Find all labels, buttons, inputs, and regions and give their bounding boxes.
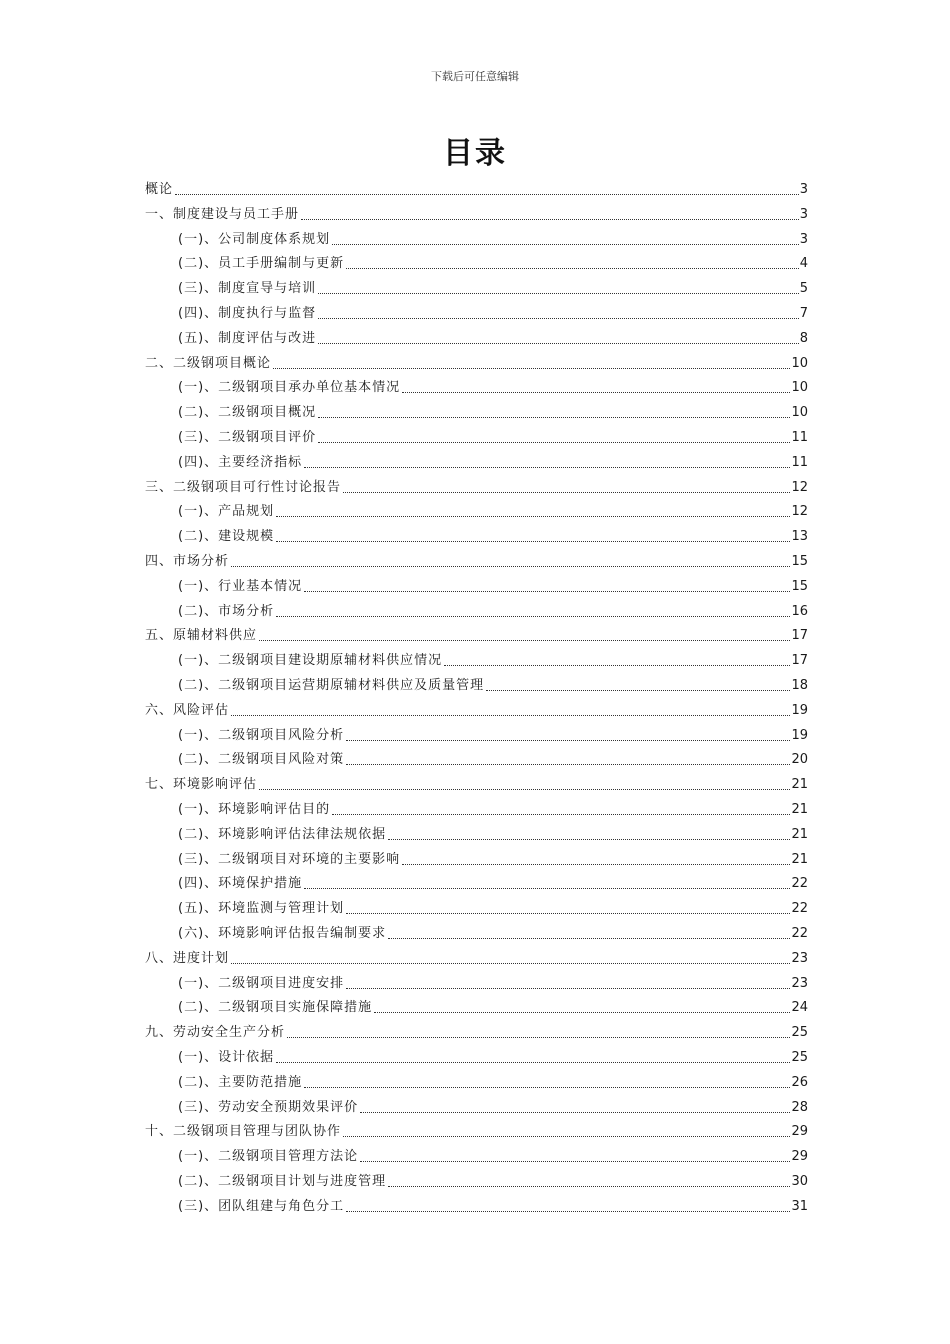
toc-entry-leader [276, 541, 790, 542]
toc-entry-title: (二)、环境影响评估法律法规依据 [178, 826, 387, 842]
toc-entry-title: (二)、二级钢项目运营期原辅材料供应及质量管理 [178, 678, 485, 693]
toc-entry[interactable] [178, 298, 808, 322]
toc-entry-page: 12 [791, 479, 808, 495]
toc-entry-leader [374, 1012, 790, 1013]
toc-entry-title: 二、二级钢项目概论 [145, 355, 272, 371]
toc-entry[interactable] [178, 571, 808, 595]
toc-entry-page: 3 [799, 206, 808, 222]
toc-entry-page: 11 [791, 454, 808, 470]
toc-entry-leader [402, 392, 790, 393]
toc-entry-page: 13 [791, 529, 808, 545]
toc-entry-page: 3 [799, 231, 808, 247]
header-note: 下载后可任意编辑 [431, 70, 519, 83]
toc-entry-title: (五)、环境监测与管理计划 [178, 901, 345, 917]
toc-entry-title: (一)、二级钢项目风险分析 [178, 727, 345, 743]
toc-entry[interactable] [178, 645, 808, 669]
toc-entry-leader [231, 963, 790, 964]
toc-entry-leader [346, 268, 799, 269]
toc-entry-title: 八、进度计划 [145, 950, 230, 966]
toc-entry-leader [259, 789, 790, 790]
toc-entry[interactable] [145, 1017, 808, 1041]
toc-entry-leader [304, 591, 790, 592]
toc-entry-page: 21 [791, 826, 808, 842]
toc-entry-title: (三)、团队组建与角色分工 [178, 1198, 345, 1214]
toc-entry[interactable] [178, 1092, 808, 1116]
toc-entry[interactable] [178, 1141, 808, 1165]
toc-entry[interactable] [178, 273, 808, 297]
toc-entry-page: 23 [791, 950, 808, 966]
toc-entry-title: (四)、主要经济指标 [178, 454, 303, 470]
toc-entry-page: 17 [791, 653, 808, 669]
toc-entry-leader [304, 467, 790, 468]
toc-entry-page: 25 [791, 1025, 808, 1041]
toc-entry-title: (二)、二级钢项目实施保障措施 [178, 1000, 373, 1016]
toc-entry-title: (一)、二级钢项目管理方法论 [178, 1149, 359, 1165]
toc-entry-leader [444, 665, 790, 666]
toc-entry-leader [486, 690, 790, 691]
toc-entry[interactable] [178, 968, 808, 992]
toc-entry[interactable] [178, 794, 808, 818]
toc-entry-leader [343, 492, 790, 493]
toc-entry[interactable] [178, 1042, 808, 1066]
toc-entry-leader [346, 913, 790, 914]
toc-entry[interactable] [178, 918, 808, 942]
toc-entry[interactable] [145, 769, 808, 793]
toc-entry[interactable] [178, 720, 808, 744]
toc-entry-title: 七、环境影响评估 [145, 777, 258, 793]
toc-entry-page: 29 [791, 1124, 808, 1140]
toc-entry-page: 24 [791, 1000, 808, 1016]
toc-entry-title: 九、劳动安全生产分析 [145, 1025, 286, 1041]
toc-entry-title: (三)、劳动安全预期效果评价 [178, 1099, 359, 1115]
toc-entry[interactable] [178, 1067, 808, 1091]
toc-entry-leader [360, 1112, 790, 1113]
toc-entry-page: 20 [791, 752, 808, 768]
toc-entry-page: 21 [791, 851, 808, 867]
toc-entry[interactable] [178, 248, 808, 272]
toc-entry-page: 11 [791, 430, 808, 445]
toc-entry[interactable] [178, 868, 808, 892]
toc-entry[interactable] [178, 422, 808, 446]
toc-entry-leader [318, 293, 799, 294]
toc-entry-title: (一)、设计依据 [178, 1050, 275, 1065]
toc-entry[interactable] [178, 496, 808, 520]
toc-entry-title: (二)、二级钢项目概况 [178, 405, 317, 421]
toc-entry-title: (一)、二级钢项目进度安排 [178, 975, 345, 991]
toc-entry-leader [343, 1136, 790, 1137]
toc-entry-page: 17 [791, 628, 808, 644]
toc-entry[interactable] [178, 447, 808, 471]
toc-entry-leader [346, 740, 790, 741]
toc-title: 目录 [443, 136, 507, 171]
toc-entry-title: 十、二级钢项目管理与团队协作 [145, 1124, 342, 1140]
toc-entry-leader [276, 616, 790, 617]
toc-entry-page: 8 [799, 330, 808, 346]
toc-entry-leader [318, 318, 799, 319]
toc-entry-leader [318, 343, 799, 344]
toc-entry[interactable] [178, 744, 808, 768]
toc-entry-leader [276, 1062, 790, 1063]
toc-entry-leader [301, 219, 799, 220]
toc-entry-leader [287, 1037, 790, 1038]
toc-entry-title: (二)、市场分析 [178, 603, 275, 619]
toc-entry-page: 15 [791, 554, 808, 569]
toc-entry[interactable] [178, 893, 808, 917]
toc-entry-leader [388, 1186, 790, 1187]
toc-entry-page: 23 [791, 975, 808, 991]
toc-entry[interactable] [178, 1191, 808, 1215]
toc-entry-leader [318, 442, 790, 443]
toc-entry-title: 一、制度建设与员工手册 [145, 206, 300, 222]
toc-entry-page: 19 [791, 702, 808, 718]
toc-entry-leader [231, 566, 790, 567]
toc-entry-leader [346, 1211, 790, 1212]
toc-entry-page: 19 [791, 727, 808, 743]
toc-entry-title: (二)、二级钢项目计划与进度管理 [178, 1174, 387, 1189]
toc-entry[interactable] [145, 174, 808, 198]
toc-entry-page: 22 [791, 901, 808, 917]
toc-entry-page: 4 [799, 256, 808, 272]
toc-entry-title: 六、风险评估 [145, 702, 230, 718]
toc-entry-leader [332, 244, 799, 245]
toc-entry-title: (四)、环境保护措施 [178, 876, 303, 892]
toc-entry-leader [402, 864, 790, 865]
toc-entry-page: 22 [791, 876, 808, 892]
toc-entry[interactable] [178, 224, 808, 248]
toc-entry-title: (一)、公司制度体系规划 [178, 231, 331, 247]
toc-entry-leader [259, 640, 790, 641]
toc-entry-page: 26 [791, 1074, 808, 1090]
toc-entry-title: 四、市场分析 [145, 554, 230, 569]
toc-entry-page: 21 [791, 802, 808, 817]
toc-entry[interactable] [145, 199, 808, 223]
toc-entry-page: 28 [791, 1099, 808, 1115]
toc-entry-page: 25 [791, 1050, 808, 1065]
toc-entry[interactable] [178, 323, 808, 347]
toc-entry-leader [231, 715, 790, 716]
toc-entry-leader [332, 814, 790, 815]
toc-entry-title: (一)、环境影响评估目的 [178, 802, 331, 817]
toc-entry-title: (一)、二级钢项目建设期原辅材料供应情况 [178, 653, 443, 669]
toc-entry-title: (四)、制度执行与监督 [178, 306, 317, 321]
toc-entry[interactable] [145, 348, 808, 372]
toc-entry[interactable] [178, 372, 808, 396]
toc-entry-page: 7 [799, 306, 808, 321]
toc-entry-page: 30 [791, 1174, 808, 1189]
toc-entry-page: 3 [799, 182, 808, 197]
toc-entry[interactable] [145, 472, 808, 496]
toc-entry[interactable] [178, 397, 808, 421]
toc-entry-leader [175, 194, 799, 195]
toc-entry-page: 15 [791, 578, 808, 594]
toc-entry-leader [388, 839, 790, 840]
toc-entry[interactable] [178, 596, 808, 620]
toc-entry-title: (三)、二级钢项目评价 [178, 430, 317, 445]
toc-entry[interactable] [178, 992, 808, 1016]
toc-entry-leader [388, 938, 790, 939]
toc-entry-leader [276, 516, 790, 517]
toc-entry-leader [360, 1161, 790, 1162]
toc-entry-title: (二)、主要防范措施 [178, 1074, 303, 1090]
toc-entry-title: (三)、二级钢项目对环境的主要影响 [178, 851, 401, 867]
toc-entry-page: 21 [791, 777, 808, 793]
toc-entry-page: 10 [791, 380, 808, 396]
toc-entry-title: 概论 [145, 182, 174, 197]
toc-entry-leader [318, 417, 790, 418]
toc-entry[interactable] [178, 521, 808, 545]
toc-entry-page: 5 [799, 281, 808, 297]
toc-entry-leader [304, 888, 790, 889]
toc-entry-title: (二)、员工手册编制与更新 [178, 256, 345, 272]
toc-entry-leader [346, 988, 790, 989]
toc-entry[interactable] [178, 670, 808, 694]
toc-entry-page: 10 [791, 405, 808, 421]
toc-entry[interactable] [178, 819, 808, 843]
toc-entry-leader [346, 764, 790, 765]
toc-entry-title: 五、原辅材料供应 [145, 628, 258, 644]
toc-entry-title: 三、二级钢项目可行性讨论报告 [145, 479, 342, 495]
toc-entry-title: (一)、行业基本情况 [178, 578, 303, 594]
toc-entry[interactable] [145, 1116, 808, 1140]
toc-entry-leader [304, 1087, 790, 1088]
toc-entry-page: 31 [791, 1198, 808, 1214]
toc-entry[interactable] [145, 620, 808, 644]
toc-entry-page: 16 [791, 603, 808, 619]
toc-entry[interactable] [145, 943, 808, 967]
toc-entry-title: (六)、环境影响评估报告编制要求 [178, 926, 387, 941]
toc-entry-title: (三)、制度宣导与培训 [178, 281, 317, 297]
toc-entry[interactable] [178, 1166, 808, 1190]
toc-entry-title: (一)、二级钢项目承办单位基本情况 [178, 380, 401, 396]
toc-entry-page: 22 [791, 926, 808, 941]
toc-entry-page: 10 [791, 355, 808, 371]
toc-entry[interactable] [178, 844, 808, 868]
toc-entry-title: (二)、建设规模 [178, 529, 275, 545]
toc-entry-title: (五)、制度评估与改进 [178, 330, 317, 346]
toc-entry-page: 12 [791, 504, 808, 520]
toc-entry[interactable] [145, 695, 808, 719]
toc-entry-title: (一)、产品规划 [178, 504, 275, 520]
toc-entry-page: 18 [791, 678, 808, 693]
toc-entry-page: 29 [791, 1149, 808, 1165]
toc-entry-title: (二)、二级钢项目风险对策 [178, 752, 345, 768]
toc-entry-leader [273, 368, 790, 369]
toc-entry[interactable] [145, 546, 808, 570]
